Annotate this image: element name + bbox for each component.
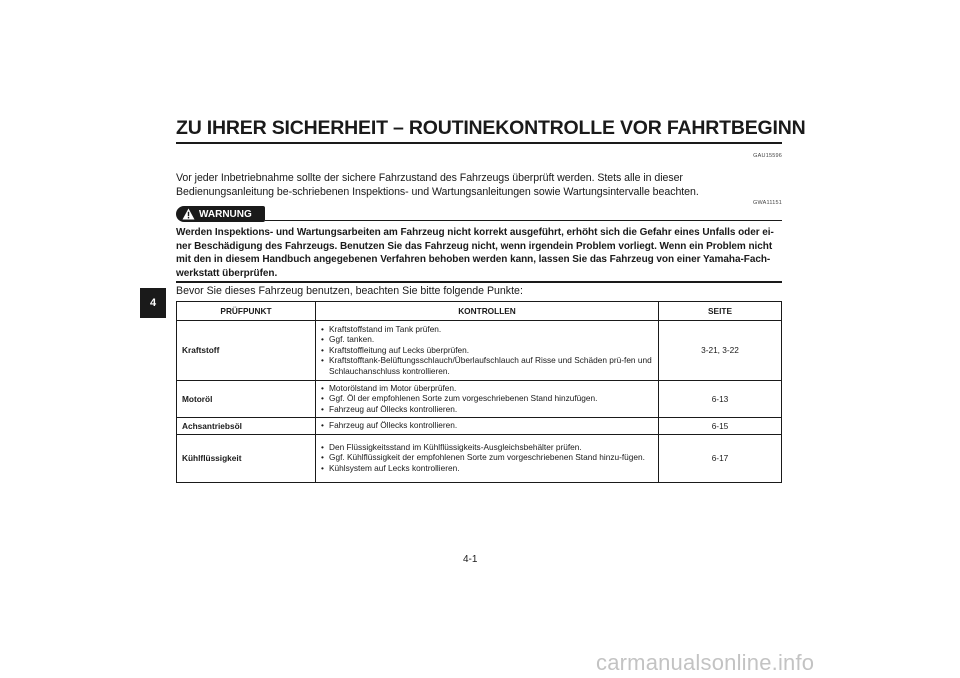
table-row <box>177 418 782 434</box>
row-page: 3-21, 3-22 <box>659 321 782 381</box>
table-row <box>177 381 782 418</box>
section-code: GAU15596 <box>753 153 782 159</box>
header-checkpoint: PRÜFPUNKT <box>177 302 316 321</box>
row-page: 6-13 <box>659 381 782 418</box>
row-checks <box>316 434 659 482</box>
warning-triangle-icon <box>182 208 195 220</box>
warning-bottom-rule <box>176 281 782 283</box>
page-number: 4-1 <box>463 554 478 565</box>
page-title: ZU IHRER SICHERHEIT – ROUTINEKONTROLLE VOR FAHRTBEGINN <box>176 117 806 139</box>
row-item: Kraftstoff <box>177 321 316 381</box>
warning-badge <box>176 206 265 222</box>
table-row <box>177 434 782 482</box>
list-item: • Den Flüssigkeitsstand im Kühlflüssigkeits-Ausgleichsbehälter prüfen. <box>321 442 653 452</box>
row-page: 6-17 <box>659 434 782 482</box>
checklist-intro: Bevor Sie dieses Fahrzeug benutzen, beachten Sie bitte folgende Punkte: <box>176 285 523 297</box>
row-checks <box>316 321 659 381</box>
warning-code: GWA11151 <box>752 200 782 206</box>
list-item: • Ggf. Kühlflüssigkeit der empfohlenen Sorte zum vorgeschriebenen Stand hinzu-fügen. <box>321 452 653 462</box>
list-item: • Kraftstoffleitung auf Lecks überprüfen. <box>321 345 653 355</box>
list-item: • Kraftstofftank-Belüftungsschlauch/Überlaufschlauch auf Risse und Schäden prü-fen und Schlauchanschluss kontrollieren. <box>321 355 653 376</box>
header-page: SEITE <box>659 302 782 321</box>
list-item: • Kühlsystem auf Lecks kontrollieren. <box>321 463 653 473</box>
chapter-tab: 4 <box>140 288 166 318</box>
row-checks <box>316 418 659 434</box>
table-row <box>177 321 782 381</box>
row-page: 6-15 <box>659 418 782 434</box>
row-item: Achsantriebsöl <box>177 418 316 434</box>
title-rule <box>176 142 782 144</box>
list-item: • Fahrzeug auf Öllecks kontrollieren. <box>321 404 653 414</box>
list-item: • Fahrzeug auf Öllecks kontrollieren. <box>321 420 653 430</box>
intro-paragraph: Vor jeder Inbetriebnahme sollte der sichere Fahrzustand des Fahrzeugs überprüft werden. Stets alle in dieser Bedienungsanleitung be-schriebenen Inspektions- und Wartungsanleitungen sowie Wartungsintervalle beachten. <box>176 172 699 198</box>
header-checks: KONTROLLEN <box>316 302 659 321</box>
checklist-table <box>176 301 782 483</box>
warning-label: WARNUNG <box>199 208 252 220</box>
watermark: carmanualsonline.info <box>596 650 815 675</box>
list-item: • Ggf. tanken. <box>321 334 653 344</box>
list-item: • Kraftstoffstand im Tank prüfen. <box>321 324 653 334</box>
list-item: • Motorölstand im Motor überprüfen. <box>321 383 653 393</box>
list-item: • Ggf. Öl der empfohlenen Sorte zum vorgeschriebenen Stand hinzufügen. <box>321 393 653 403</box>
row-item: Kühlflüssigkeit <box>177 434 316 482</box>
table-header-row <box>177 302 782 321</box>
warning-text: Werden Inspektions- und Wartungsarbeiten am Fahrzeug nicht korrekt ausgeführt, erhöht sich die Gefahr eines Unfalls oder ei-ner Beschädigung des Fahrzeugs. Benutzen Sie das Fahrzeug nicht, wenn irgendein Problem vorliegt. Wenn ein Problem nicht mit den in diesem Handbuch angegebenen Verfahren behoben werden kann, lassen Sie das Fahrzeug von einer Yamaha-Fach-werkstatt überprüfen. <box>176 227 774 279</box>
warning-top-rule <box>265 220 782 221</box>
row-item: Motoröl <box>177 381 316 418</box>
row-checks <box>316 381 659 418</box>
